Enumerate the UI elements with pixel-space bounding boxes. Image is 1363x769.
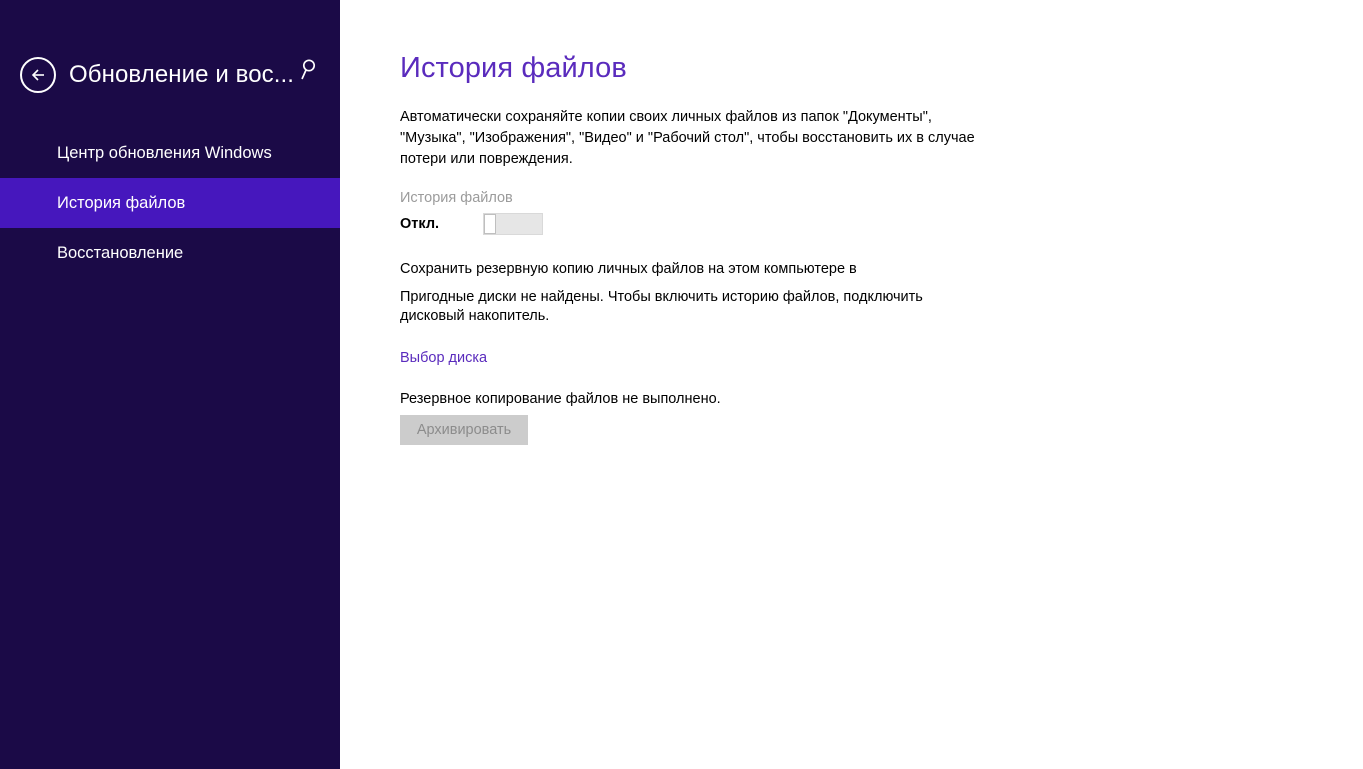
search-icon[interactable]: [298, 58, 320, 84]
toggle-state-label: Откл.: [400, 216, 440, 232]
drive-status-text: Пригодные диски не найдены. Чтобы включить историю файлов, подключить дисковый накопитель.: [400, 289, 923, 324]
sidebar-item-file-history[interactable]: История файлов: [0, 178, 340, 228]
page-title: История файлов: [400, 52, 627, 84]
intro-text: Автоматически сохраняйте копии своих личных файлов из папок "Документы", "Музыка", "Изображения", "Видео" и "Рабочий стол", чтобы восстановить их в случае потери или повреждения.: [400, 109, 975, 167]
sidebar-item-recovery[interactable]: Восстановление: [57, 244, 184, 262]
file-history-toggle[interactable]: [483, 213, 543, 235]
archive-button[interactable]: Архивировать: [400, 415, 528, 445]
content-pane: [340, 0, 1363, 769]
back-arrow-icon[interactable]: [20, 57, 56, 93]
save-location-label: Сохранить резервную копию личных файлов на этом компьютере в: [400, 261, 857, 277]
select-drive-link[interactable]: Выбор диска: [400, 350, 488, 366]
sidebar-item-windows-update[interactable]: Центр обновления Windows: [57, 144, 272, 162]
file-history-toggle-row: [400, 213, 880, 235]
toggle-knob: [484, 214, 496, 234]
backup-status-text: Резервное копирование файлов не выполнено.: [400, 391, 721, 407]
file-history-section-label: История файлов: [400, 190, 513, 206]
sidebar-nav: [0, 128, 340, 278]
sidebar-header: [0, 0, 340, 100]
sidebar: [0, 0, 340, 769]
sidebar-title: Обновление и вос...: [69, 61, 295, 88]
